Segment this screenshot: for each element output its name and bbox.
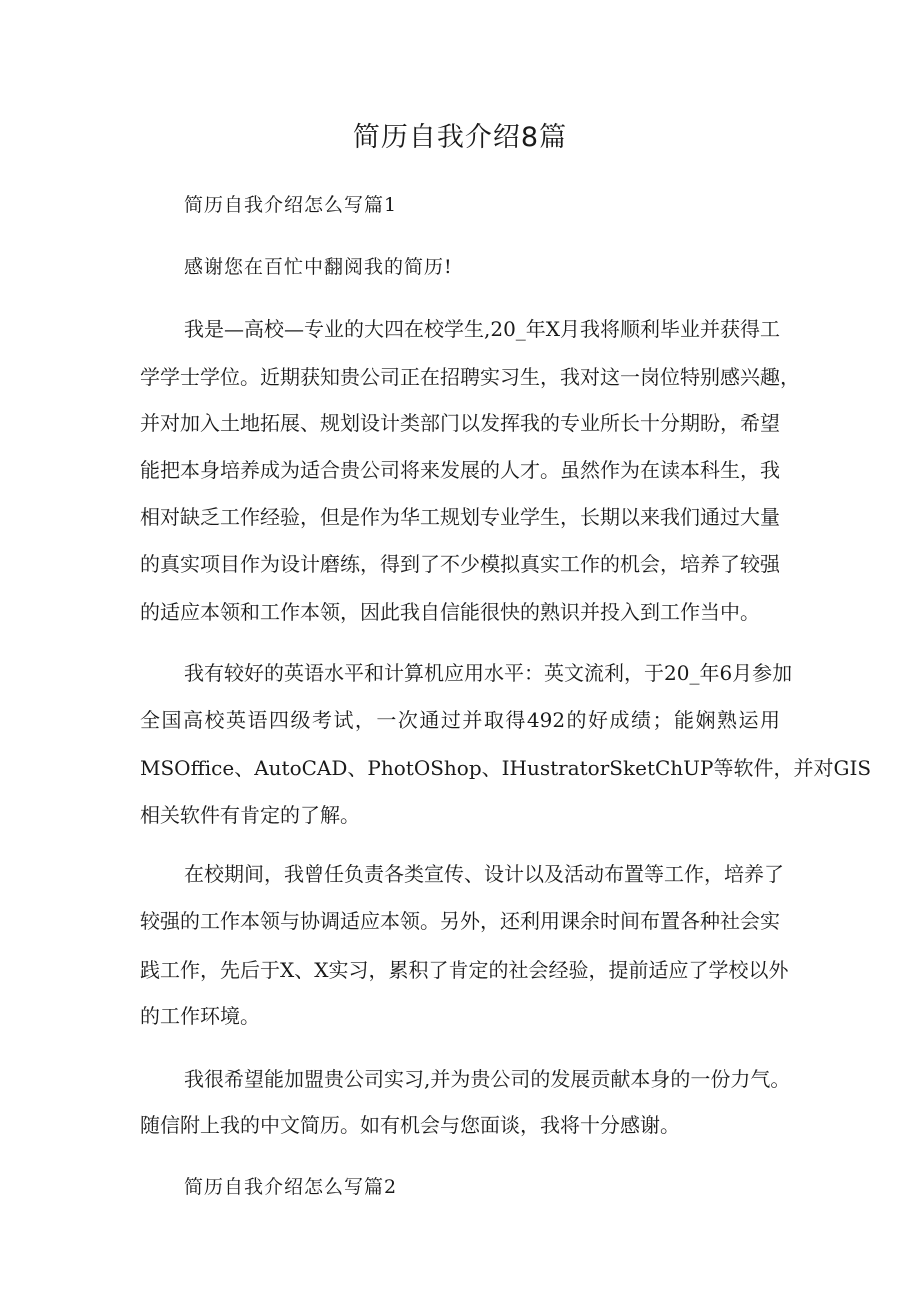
paragraph-2-line-3: MSOffice、AutoCAD、PhotOShop、IHustratorSketChUP等软件，并对GIS (140, 756, 872, 780)
greeting-line: 感谢您在百忙中翻阅我的简历! (184, 256, 453, 278)
section-heading-2: 简历自我介绍怎么写篇2 (184, 1176, 398, 1198)
paragraph-2-line-4: 相关软件有肯定的了解。 (140, 803, 360, 827)
paragraph-2-line-2: 全国高校英语四级考试，一次通过并取得492的好成绩；能娴熟运用 (140, 708, 780, 732)
paragraph-3-line-4: 的工作环境。 (140, 1004, 260, 1028)
paragraph-1-line-2: 学学士学位。近期获知贵公司正在招聘实习生，我对这一岗位特别感兴趣， (140, 365, 800, 389)
section-heading-1: 简历自我介绍怎么写篇1 (184, 194, 398, 216)
paragraph-4-line-2: 随信附上我的中文简历。如有机会与您面谈，我将十分感谢。 (140, 1113, 680, 1137)
paragraph-1-line-7: 的适应本领和工作本领，因此我自信能很快的熟识并投入到工作当中。 (140, 600, 760, 624)
paragraph-3-line-2: 较强的工作本领与协调适应本领。另外，还利用课余时间布置各种社会实 (140, 909, 780, 933)
paragraph-3-line-1: 在校期间，我曾任负责各类宣传、设计以及活动布置等工作，培养了 (184, 862, 784, 886)
paragraph-1-line-3: 并对加入土地拓展、规划设计类部门以发挥我的专业所长十分期盼，希望 (140, 411, 780, 435)
paragraph-1-line-1: 我是—高校—专业的大四在校学生,20_年X月我将顺利毕业并获得工 (184, 317, 781, 341)
document-title: 简历自我介绍8篇 (352, 122, 568, 153)
paragraph-2-line-1: 我有较好的英语水平和计算机应用水平：英文流利，于20_年6月参加 (184, 661, 793, 685)
paragraph-3-line-3: 践工作，先后于X、X实习，累积了肯定的社会经验，提前适应了学校以外 (140, 958, 789, 982)
paragraph-1-line-6: 的真实项目作为设计磨练，得到了不少模拟真实工作的机会，培养了较强 (140, 552, 780, 576)
paragraph-1-line-4: 能把本身培养成为适合贵公司将来发展的人才。虽然作为在读本科生，我 (140, 458, 780, 482)
paragraph-4-line-1: 我很希望能加盟贵公司实习,并为贵公司的发展贡献本身的一份力气。 (184, 1067, 791, 1091)
paragraph-1-line-5: 相对缺乏工作经验，但是作为华工规划专业学生，长期以来我们通过大量 (140, 505, 780, 529)
